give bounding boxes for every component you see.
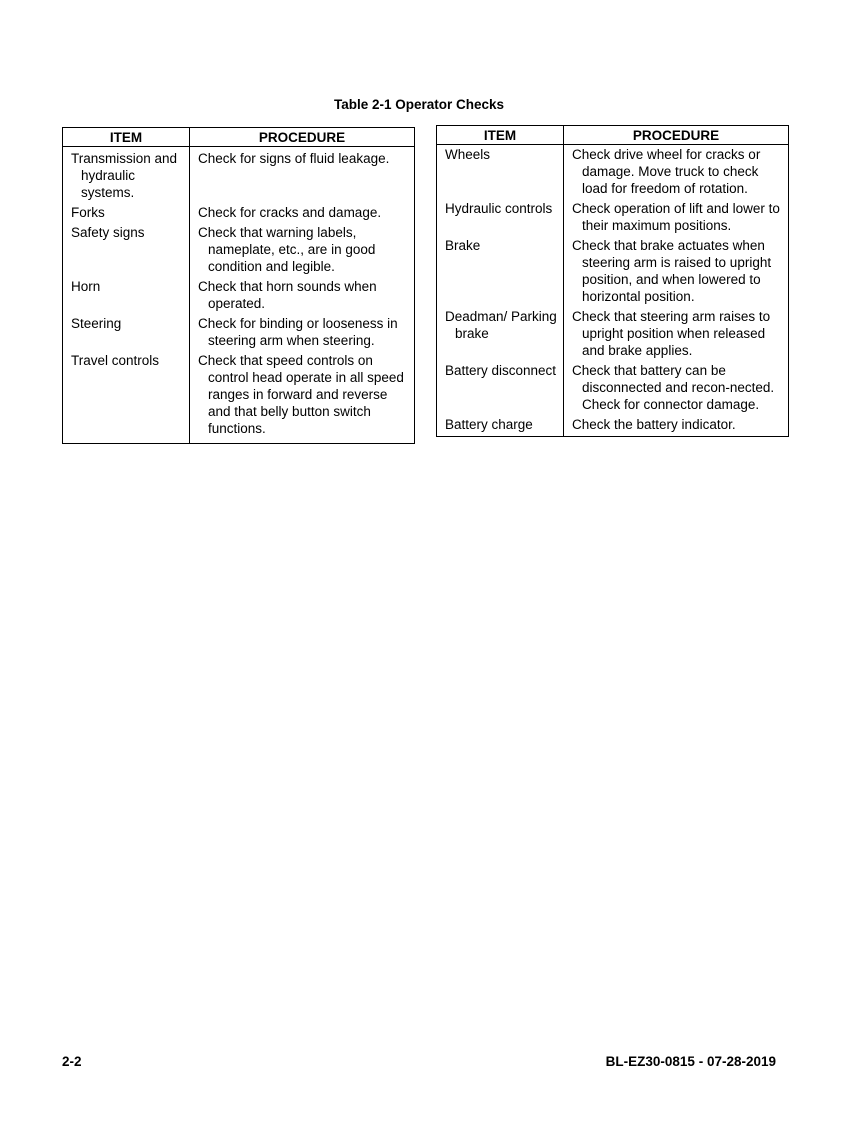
procedure-cell: Check for signs of fluid leakage. — [198, 151, 390, 166]
page-number: 2-2 — [62, 1054, 82, 1069]
procedure-cell: Check operation of lift and lower to their maximum positions. — [572, 201, 780, 233]
procedure-cell: Check drive wheel for cracks or damage. Move truck to check load for freedom of rotation. — [572, 147, 761, 196]
table-row — [437, 145, 789, 201]
procedure-column-header: PROCEDURE — [190, 128, 415, 147]
table-row — [63, 315, 415, 352]
item-cell: Battery disconnect — [445, 363, 557, 378]
table-row — [63, 224, 415, 278]
table-row — [437, 308, 789, 362]
item-column-header: ITEM — [63, 128, 190, 147]
item-cell: Deadman/ Parking brake — [445, 309, 557, 341]
item-column-header: ITEM — [437, 126, 564, 145]
item-cell: Horn — [71, 279, 101, 294]
table-title: Table 2-1 Operator Checks — [333, 97, 505, 112]
table-row — [63, 204, 415, 224]
item-cell: Transmission and hydraulic systems. — [71, 151, 178, 200]
operator-checks-table-right — [436, 125, 789, 437]
table-row — [437, 237, 789, 308]
procedure-cell: Check that steering arm raises to upright position when released and brake applies. — [572, 309, 771, 358]
item-cell: Steering — [71, 316, 122, 331]
table-row — [437, 416, 789, 437]
item-cell: Battery charge — [445, 417, 533, 432]
procedure-cell: Check that brake actuates when steering arm is raised to upright position, and when lowered to horizontal position. — [572, 238, 772, 304]
procedure-cell: Check the battery indicator. — [572, 417, 736, 432]
procedure-cell: Check that speed controls on control head operate in all speed ranges in forward and reverse and that belly button switch functions. — [198, 353, 404, 436]
item-cell: Travel controls — [71, 353, 160, 368]
item-cell: Brake — [445, 238, 481, 253]
procedure-cell: Check for binding or looseness in steering arm when steering. — [198, 316, 398, 348]
item-cell: Safety signs — [71, 225, 145, 240]
table-row — [437, 200, 789, 237]
item-cell: Hydraulic controls — [445, 201, 553, 216]
table-row — [63, 147, 415, 205]
procedure-cell: Check that warning labels, nameplate, etc., are in good condition and legible. — [198, 225, 376, 274]
item-cell: Wheels — [445, 147, 491, 162]
procedure-column-header: PROCEDURE — [564, 126, 789, 145]
document-id: BL-EZ30-0815 - 07-28-2019 — [605, 1054, 776, 1069]
table-row — [437, 362, 789, 416]
procedure-cell: Check for cracks and damage. — [198, 205, 382, 220]
operator-checks-table-left — [62, 127, 415, 444]
procedure-cell: Check that horn sounds when operated. — [198, 279, 377, 311]
table-row — [63, 278, 415, 315]
table-row — [63, 352, 415, 444]
procedure-cell: Check that battery can be disconnected and recon-nected. Check for connector damage. — [572, 363, 775, 412]
item-cell: Forks — [71, 205, 105, 220]
